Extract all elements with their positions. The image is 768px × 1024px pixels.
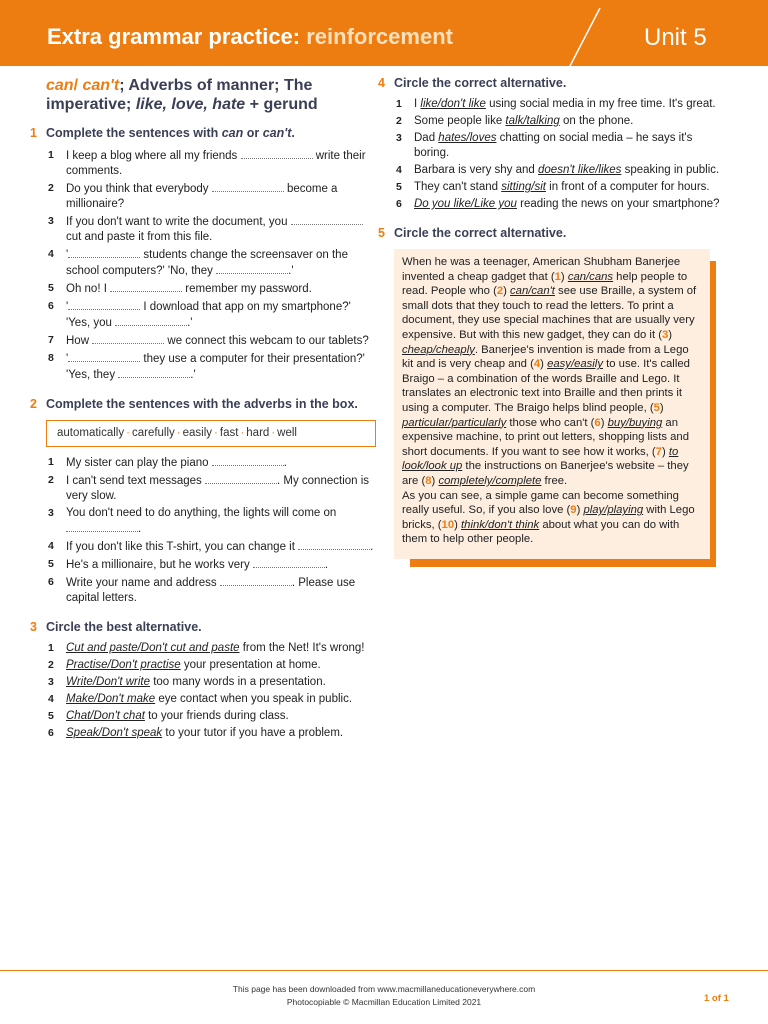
gap-number: 3 (661, 328, 669, 341)
ex1-head-c: or (243, 126, 263, 140)
gap-number: 8 (425, 474, 432, 487)
exercise-number: 3 (30, 620, 37, 634)
alternative-choice[interactable]: Cut and paste/Don't cut and paste (66, 642, 240, 654)
exercise-3 (30, 620, 376, 741)
passage-fragment: ) (503, 285, 511, 298)
item-text: we connect this webcam to our tablets? (164, 335, 369, 347)
gap-number: 10 (441, 518, 455, 531)
alternative-choice[interactable]: easy/easily (547, 358, 603, 371)
item-number: 5 (48, 282, 54, 294)
list-item (46, 506, 376, 537)
passage-fragment: ) (659, 401, 664, 414)
separator: · (271, 427, 276, 439)
item-text: speaking in public. (621, 164, 720, 176)
alternative-choice[interactable]: Do you like/Like you (414, 198, 517, 210)
unit-label: Unit 5 (644, 24, 707, 51)
separator: · (176, 427, 181, 439)
item-number: 4 (396, 164, 402, 176)
st-verbs: like, love, hate (135, 96, 246, 113)
st-gerund: + gerund (245, 96, 318, 113)
alternative-choice[interactable]: to look/look up (402, 445, 679, 473)
box-word: fast (219, 427, 239, 439)
item-text: reading the news on your smartphone? (516, 198, 720, 210)
passage-fragment: see use Braille, a system of small dots that they touch to read the letters. To print a document, they use special machines that are usually very expensive. But with this new gadget, they can do it ( (402, 285, 697, 341)
item-text: chatting on social media – he says it's boring. (414, 132, 693, 159)
alternative-choice[interactable]: hates/loves (438, 132, 497, 144)
ex1-head-e: . (291, 126, 295, 140)
alternative-choice[interactable]: can/cans (567, 270, 614, 283)
answer-blank[interactable] (66, 521, 138, 532)
list-item (46, 658, 376, 673)
item-text: How (66, 335, 93, 347)
answer-blank[interactable] (118, 367, 190, 378)
item-number: 2 (396, 115, 402, 127)
item-text: .' (187, 317, 193, 329)
item-text: ' (66, 249, 69, 261)
exercise-number: 4 (378, 76, 385, 90)
box-word: hard (246, 427, 270, 439)
item-number: 2 (48, 474, 54, 486)
passage-fragment: ) (600, 416, 608, 429)
item-number: 5 (48, 710, 54, 722)
item-number: 6 (48, 727, 54, 739)
section-title (46, 76, 376, 114)
word-box (46, 420, 376, 447)
list-item (46, 575, 376, 606)
passage-fragment: ) (661, 445, 669, 458)
item-text: If you don't want to write the document, you (66, 216, 291, 228)
footer-divider (0, 970, 768, 971)
separator: · (126, 427, 130, 439)
item-text: Barbara is very shy and (414, 164, 539, 176)
item-number: 1 (48, 642, 54, 654)
answer-blank[interactable] (68, 299, 140, 310)
alternative-choice[interactable]: think/don't think (461, 518, 540, 531)
item-text: Dad (414, 132, 439, 144)
answer-blank[interactable] (212, 181, 284, 192)
item-number: 3 (396, 132, 402, 144)
page-number: 1 of 1 (704, 993, 729, 1004)
alternative-choice[interactable]: completely/complete (438, 474, 542, 487)
list-item (46, 675, 376, 690)
item-text: He's a millionaire, but he works very (66, 559, 253, 571)
item-number: 7 (48, 334, 54, 346)
passage-text (394, 249, 710, 559)
passage-fragment: the instructions on Banerjee's website – they are ( (402, 460, 689, 487)
gap-number: 9 (570, 504, 577, 517)
exercise-number: 2 (30, 397, 37, 411)
ex1-head-b: can (221, 126, 244, 140)
alternative-choice[interactable]: Chat/Don't chat (66, 710, 145, 722)
exercise-instruction: Circle the best alternative. (46, 620, 202, 634)
item-text: in front of a computer for hours. (545, 181, 710, 193)
passage-fragment: ) (431, 474, 439, 487)
alternative-choice[interactable]: Practise/Don't practise (66, 659, 181, 671)
list-item (394, 97, 724, 112)
list-item (46, 692, 376, 707)
item-text: students change the screensaver on the school computers?' 'No, they (66, 249, 348, 277)
item-text: Oh no! I (66, 283, 111, 295)
gap-number: 7 (655, 445, 662, 458)
list-item (46, 726, 376, 741)
answer-blank[interactable] (241, 148, 313, 159)
alternative-choice[interactable]: Write/Don't write (66, 676, 150, 688)
alternative-choice[interactable]: Make/Don't make (66, 693, 156, 705)
item-text: Some people like (414, 115, 506, 127)
passage-fragment: ) (560, 270, 568, 283)
item-text: write their comments. (66, 150, 366, 177)
alternative-choice[interactable]: talk/talking (505, 115, 560, 127)
item-text: eye contact when you speak in public. (155, 693, 353, 705)
answer-blank[interactable] (220, 575, 292, 586)
list-item (394, 197, 724, 212)
st-can: can (46, 77, 74, 94)
item-number: 1 (48, 149, 54, 161)
passage-fragment: free. (541, 474, 568, 487)
item-text: to your tutor if you have a problem. (162, 727, 344, 739)
answer-blank[interactable] (115, 315, 187, 326)
box-word: easily (182, 427, 213, 439)
right-column (378, 76, 724, 567)
item-number: 3 (48, 215, 54, 227)
exercise-instruction: Complete the sentences with the adverbs in the box. (46, 397, 358, 411)
item-number: 1 (396, 98, 402, 110)
item-text: Write your name and address (66, 577, 220, 589)
exercise-1 (30, 126, 376, 383)
item-text: from the Net! It's wrong! (239, 642, 365, 654)
passage-fragment: an expensive machine, to print out letters, shopping lists and short documents. If you want to see how it works, ( (402, 416, 689, 458)
answer-blank[interactable] (110, 281, 182, 292)
exercise-4 (378, 76, 724, 212)
alternative-choice[interactable]: play/playing (583, 504, 644, 517)
item-text: your presentation at home. (180, 659, 321, 671)
ex1-head-a: Complete the sentences with (46, 126, 222, 140)
passage-fragment: ) (668, 328, 673, 341)
alternative-choice[interactable]: particular/particularly (402, 416, 507, 429)
alternative-choice[interactable]: sitting/sit (501, 181, 546, 193)
item-text: . (138, 523, 142, 535)
item-text: remember my password. (182, 283, 312, 295)
item-number: 6 (48, 300, 54, 312)
item-text: too many words in a presentation. (150, 676, 326, 688)
list-item (46, 539, 376, 555)
exercise-2 (30, 397, 376, 606)
title-main: Extra grammar practice: (47, 24, 301, 49)
gap-number: 2 (496, 285, 504, 298)
list-item (46, 473, 376, 504)
list-item (394, 180, 724, 195)
list-item (46, 247, 376, 279)
item-text: on the phone. (559, 115, 634, 127)
passage-fragment: those who can't ( (506, 416, 595, 429)
passage-fragment: . Banerjee's invention is made from a Lego kit and is very cheap and ( (402, 343, 689, 371)
passage-fragment: ) (576, 504, 584, 517)
exercise-instruction: Circle the correct alternative. (394, 226, 567, 240)
item-number: 8 (48, 352, 54, 364)
exercise-number: 5 (378, 226, 385, 240)
item-number: 6 (396, 198, 402, 210)
alternative-choice[interactable]: like/don't like (420, 98, 486, 110)
answer-blank[interactable] (212, 455, 284, 466)
gap-number: 4 (533, 358, 541, 371)
gap-number: 1 (554, 270, 561, 283)
item-text: . Please use capital letters. (66, 577, 356, 604)
item-number: 4 (48, 248, 54, 260)
exercise-5 (378, 226, 724, 567)
list-item (46, 281, 376, 297)
item-number: 5 (48, 558, 54, 570)
list-item (394, 163, 724, 178)
list-item (394, 131, 724, 161)
passage-fragment: As you can see, a simple game can become something really useful. So, if you also love ( (402, 489, 679, 517)
item-number: 1 (48, 456, 54, 468)
item-text: If you don't like this T-shirt, you can change it (66, 541, 299, 553)
exercise-number: 1 (30, 126, 37, 140)
item-number: 6 (48, 576, 54, 588)
passage-fragment: ) (454, 518, 462, 531)
left-column (30, 76, 376, 743)
title-accent: reinforcement (306, 24, 453, 49)
item-text: to your friends during class. (144, 710, 289, 722)
st-slash: / (73, 77, 79, 94)
list-item (46, 299, 376, 331)
st-middle: ; Adverbs of manner; The imperative; (46, 77, 313, 113)
item-text: My sister can play the piano (66, 457, 212, 469)
item-text: using social media in my free time. It's great. (485, 98, 716, 110)
item-text: .' (190, 369, 196, 381)
passage-fragment: about what you can do with them to help other people. (402, 518, 680, 546)
list-item (394, 114, 724, 129)
passage-fragment: with Lego bricks, ( (402, 504, 695, 531)
footer-download-note: This page has been downloaded from www.macmillaneducationeverywhere.com (232, 984, 536, 994)
list-item (46, 455, 376, 471)
passage-fragment: When he was a teenager, American Shubham Banerjee invented a cheap gadget that ( (402, 256, 681, 283)
header-divider-slash (566, 8, 602, 66)
list-item (46, 709, 376, 724)
separator: · (240, 427, 245, 439)
answer-blank[interactable] (291, 214, 363, 225)
item-text: Do you think that everybody (66, 183, 212, 195)
item-text: I download that app on my smartphone?' 'Yes, you (66, 301, 351, 329)
passage-fragment: ) (540, 358, 548, 371)
list-item (46, 641, 376, 656)
gap-number: 5 (653, 401, 660, 414)
footer-copyright: Photocopiable © Macmillan Education Limited 2021 (286, 997, 482, 1007)
item-number: 2 (48, 182, 54, 194)
ex1-head-d: can't (262, 126, 292, 140)
item-number: 3 (48, 507, 54, 519)
item-text: .' (288, 265, 294, 277)
list-item (46, 214, 376, 245)
item-text: . (324, 559, 329, 571)
item-text: . (370, 541, 374, 553)
answer-blank[interactable] (298, 539, 370, 550)
item-number: 2 (48, 659, 54, 671)
item-text: become a millionaire? (66, 183, 338, 210)
item-text: they use a computer for their presentation?' 'Yes, they (66, 353, 365, 381)
item-number: 3 (48, 676, 54, 688)
item-text: I keep a blog where all my friends (66, 150, 241, 162)
item-number: 5 (396, 181, 402, 193)
exercise-instruction: Circle the correct alternative. (394, 76, 567, 90)
box-word: automatically (57, 427, 125, 439)
alternative-choice[interactable]: Speak/Don't speak (66, 727, 163, 739)
list-item (46, 148, 376, 179)
gap-number: 6 (594, 416, 601, 429)
answer-blank[interactable] (216, 263, 288, 274)
item-number: 4 (48, 540, 54, 552)
alternative-choice[interactable]: can/can't (510, 285, 555, 298)
answer-blank[interactable] (68, 247, 140, 258)
item-text: They can't stand (414, 181, 502, 193)
reading-passage (394, 249, 716, 567)
list-item (46, 333, 376, 349)
alternative-choice[interactable]: doesn't like/likes (538, 164, 622, 176)
separator: · (214, 427, 218, 439)
list-item (46, 351, 376, 383)
box-word: well (277, 427, 297, 439)
passage-fragment: to use. It's called Braigo – a combination of the words Braille and Lego. It translates an electronic text into Braille and then prints it using a computer. The Braigo helps blind people, ( (402, 358, 690, 414)
item-text: I can't send text messages (66, 475, 205, 487)
st-cant: can't (78, 77, 120, 94)
answer-blank[interactable] (205, 473, 277, 484)
exercise-instruction (46, 126, 376, 141)
list-item (46, 557, 376, 573)
item-text: ' (66, 353, 69, 365)
item-text: I (414, 98, 421, 110)
passage-fragment: help people to read. People who ( (402, 270, 688, 298)
item-text: You don't need to do anything, the lights will come on (66, 507, 337, 519)
item-text: ' (66, 301, 69, 313)
answer-blank[interactable] (253, 557, 325, 568)
alternative-choice[interactable]: cheap/cheaply (402, 343, 475, 356)
item-number: 4 (48, 693, 54, 705)
item-text: cut and paste it from this file. (66, 231, 213, 243)
worksheet-title (47, 24, 453, 50)
item-text: . (283, 457, 287, 469)
answer-blank[interactable] (68, 351, 140, 362)
box-word: carefully (131, 427, 175, 439)
list-item (46, 181, 376, 212)
alternative-choice[interactable]: buy/buying (607, 416, 663, 429)
answer-blank[interactable] (92, 333, 164, 344)
item-text: . My connection is very slow. (66, 475, 370, 502)
